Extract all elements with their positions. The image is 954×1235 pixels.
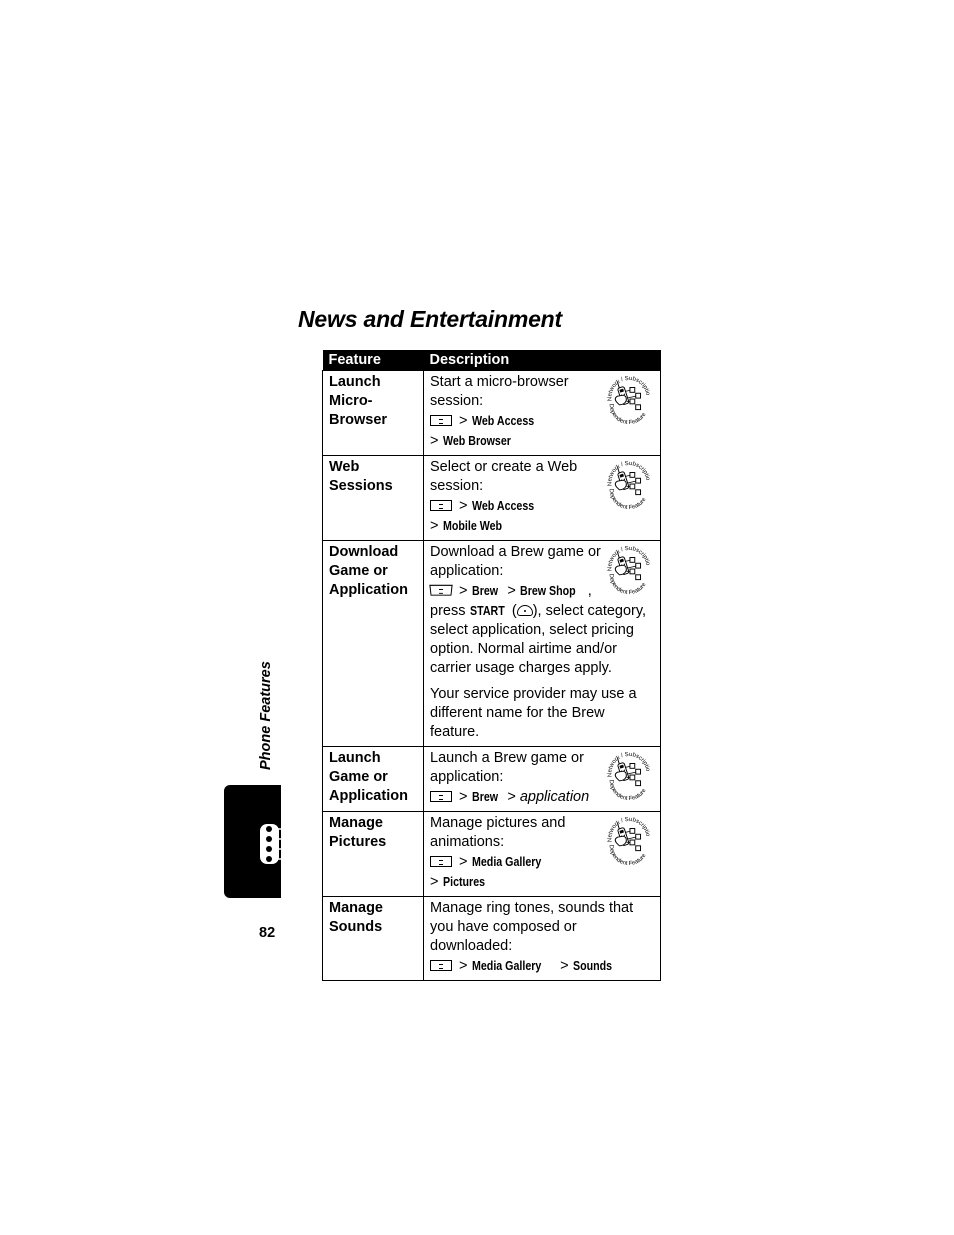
menu-key-icon — [430, 856, 452, 867]
description-cell — [424, 747, 661, 812]
press-instruction: press START ( ), select category, select application, select pricing option. Normal airtime and/or carrier usage charges apply. — [430, 603, 647, 676]
table-row — [323, 541, 661, 747]
page-number: 82 — [259, 925, 276, 941]
menu-path: > Media Gallery > Sounds — [430, 956, 654, 976]
menu-path: > Brew > application — [430, 787, 602, 807]
feature-table — [322, 350, 661, 981]
table-row — [323, 456, 661, 541]
feature-name: Launch Game or Application — [329, 750, 408, 804]
menu-key-icon — [429, 585, 452, 596]
column-header-description: Description — [424, 350, 661, 371]
table-row — [323, 897, 661, 981]
description-cell — [424, 897, 661, 981]
column-header-feature: Feature — [323, 350, 424, 371]
feature-name: Launch Micro- Browser — [329, 374, 388, 428]
table-row — [323, 371, 661, 456]
feature-cell — [323, 747, 424, 812]
table-row — [323, 812, 661, 897]
description-text: Start a micro-browser session: — [430, 374, 569, 409]
page-title: News and Entertainment — [298, 306, 562, 332]
menu-path: > Web Access > Web Browser — [430, 413, 534, 449]
description-cell — [424, 456, 661, 541]
menu-path: > Brew > Brew Shop , — [430, 581, 602, 601]
description-text: Manage pictures and animations: — [430, 815, 566, 850]
section-label: Phone Features — [258, 661, 274, 770]
description-text: Download a Brew game or application: — [430, 544, 601, 579]
provider-note: Your service provider may use a different name for the Brew feature. — [430, 686, 637, 740]
menu-path: > Media Gallery > Pictures — [430, 854, 541, 890]
menu-key-icon — [430, 791, 452, 802]
center-select-key-icon — [517, 605, 533, 616]
network-subscription-dependent-feature-icon — [604, 545, 654, 595]
menu-key-icon — [430, 960, 452, 971]
phone-features-tab-icon — [260, 824, 304, 864]
menu-key-icon — [430, 415, 452, 426]
feature-cell — [323, 812, 424, 897]
description-cell — [424, 541, 661, 747]
feature-name: Web Sessions — [329, 459, 393, 494]
feature-name: Manage Sounds — [329, 900, 383, 935]
description-cell — [424, 371, 661, 456]
feature-name: Download Game or Application — [329, 544, 408, 598]
feature-cell — [323, 897, 424, 981]
table-row — [323, 747, 661, 812]
network-subscription-dependent-feature-icon — [604, 816, 654, 866]
description-text: Manage ring tones, sounds that you have composed or downloaded: — [430, 900, 634, 954]
menu-path: > Web Access > Mobile Web — [430, 498, 534, 534]
table-header-row — [323, 350, 661, 371]
feature-cell — [323, 456, 424, 541]
network-subscription-dependent-feature-icon — [604, 751, 654, 801]
description-cell — [424, 812, 661, 897]
feature-cell — [323, 541, 424, 747]
description-text: Select or create a Web session: — [430, 459, 578, 494]
description-text: Launch a Brew game or application: — [430, 750, 584, 785]
feature-cell — [323, 371, 424, 456]
network-subscription-dependent-feature-icon — [604, 375, 654, 425]
menu-key-icon — [430, 500, 452, 511]
section-tab — [224, 785, 281, 898]
network-subscription-dependent-feature-icon — [604, 460, 654, 510]
feature-name: Manage Pictures — [329, 815, 387, 850]
